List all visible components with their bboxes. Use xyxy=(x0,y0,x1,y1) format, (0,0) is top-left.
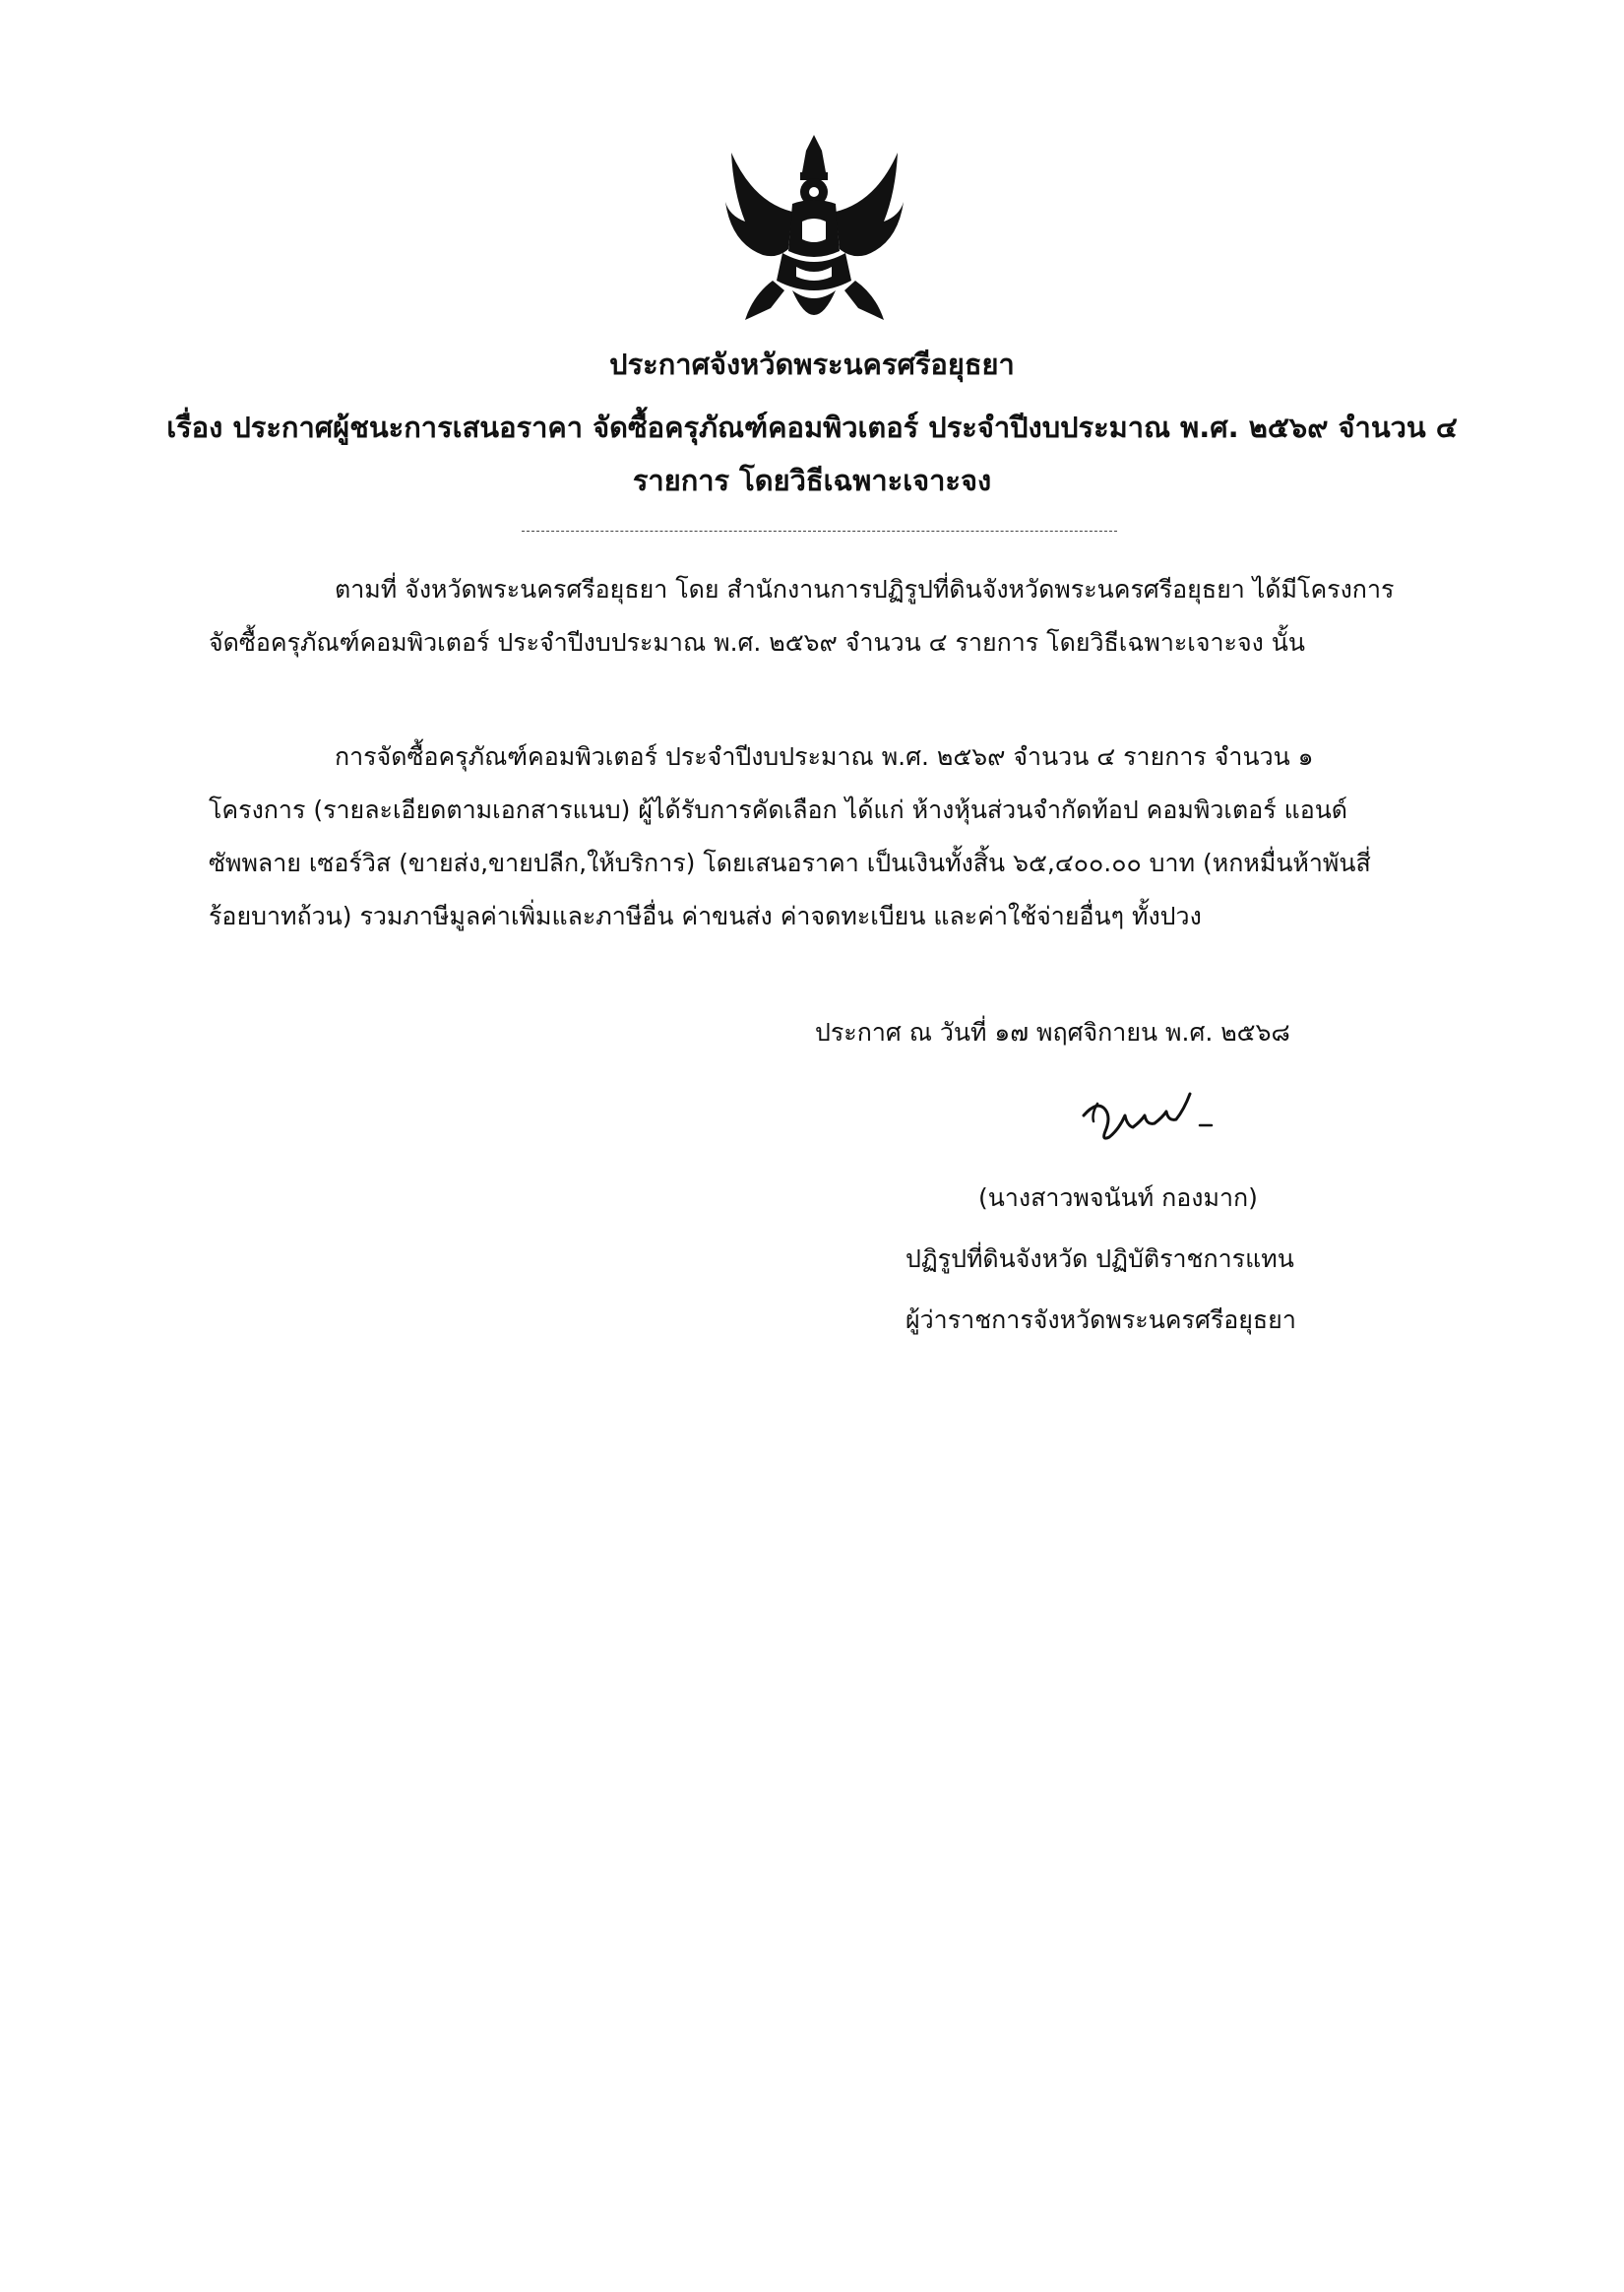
signatory-position-1: ปฏิรูปที่ดินจังหวัด ปฏิบัติราชการแทน xyxy=(906,1244,1294,1273)
paragraph-2-line-4: ร้อยบาทถ้วน) รวมภาษีมูลค่าเพิ่มและภาษีอื่น ค่าขนส่ง ค่าจดทะเบียน และค่าใช้จ่ายอื่นๆ ทั้งปวง xyxy=(209,902,1202,930)
handwritten-signature-icon xyxy=(1076,1086,1223,1151)
paragraph-2-line-3: ซัพพลาย เซอร์วิส (ขายส่ง,ขายปลีก,ให้บริการ) โดยเสนอราคา เป็นเงินทั้งสิ้น ๖๕,๔๐๐.๐๐ บาท (หกหมื่นห้าพันสี่ xyxy=(209,849,1371,877)
garuda-emblem-icon xyxy=(723,133,906,340)
announcement-subject-line2: รายการ โดยวิธีเฉพาะเจาะจง xyxy=(632,464,992,497)
body-paragraph-2 xyxy=(209,731,1414,943)
announcement-date: ประกาศ ณ วันที่ ๑๗ พฤศจิกายน พ.ศ. ๒๕๖๘ xyxy=(815,1018,1290,1047)
signatory-name: (นางสาวพจนันท์ กองมาก) xyxy=(978,1183,1258,1212)
announcement-subject-line1: เรื่อง ประกาศผู้ชนะการเสนอราคา จัดซื้อครุภัณฑ์คอมพิวเตอร์ ประจำปีงบประมาณ พ.ศ. ๒๕๖๙ จำนวน ๔ xyxy=(166,411,1458,444)
paragraph-1-line-1: ตามที่ จังหวัดพระนครศรีอยุธยา โดย สำนักงานการปฏิรูปที่ดินจังหวัดพระนครศรีอยุธยา ได้มีโครงการ xyxy=(335,575,1395,604)
signatory-position-2: ผู้ว่าราชการจังหวัดพระนครศรีอยุธยา xyxy=(906,1305,1296,1334)
heading-divider xyxy=(522,531,1117,532)
paragraph-1-line-2: จัดซื้อครุภัณฑ์คอมพิวเตอร์ ประจำปีงบประมาณ พ.ศ. ๒๕๖๙ จำนวน ๔ รายการ โดยวิธีเฉพาะเจาะจง นั้น xyxy=(209,628,1305,657)
announcement-title: ประกาศจังหวัดพระนครศรีอยุธยา xyxy=(609,348,1015,381)
paragraph-2-line-2: โครงการ (รายละเอียดตามเอกสารแนบ) ผู้ได้รับการคัดเลือก ได้แก่ ห้างหุ้นส่วนจำกัดท้อป คอมพิวเตอร์ แอนด์ xyxy=(209,796,1348,824)
paragraph-2-line-1: การจัดซื้อครุภัณฑ์คอมพิวเตอร์ ประจำปีงบประมาณ พ.ศ. ๒๕๖๙ จำนวน ๔ รายการ จำนวน ๑ xyxy=(335,742,1314,771)
body-paragraph-1 xyxy=(209,563,1414,669)
